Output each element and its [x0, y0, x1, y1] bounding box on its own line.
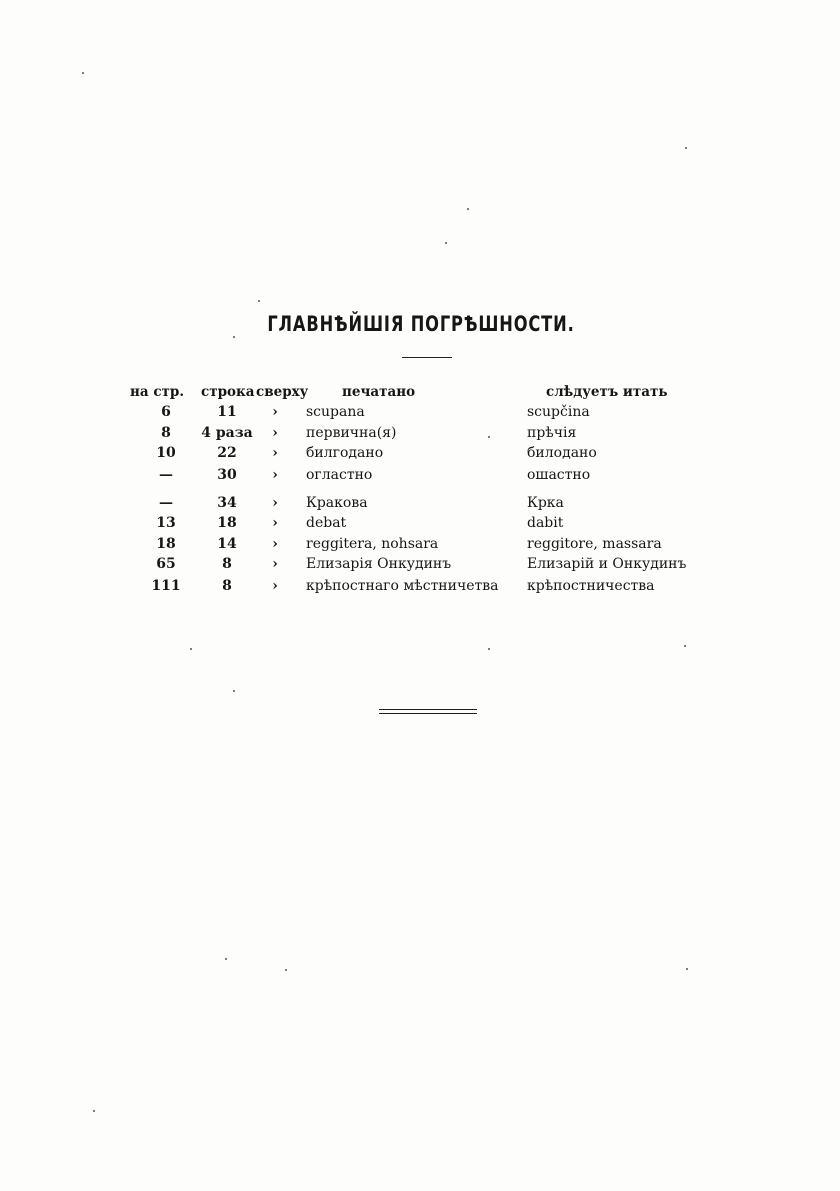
scan-speck: [488, 436, 490, 438]
row-printed: первична(я): [306, 425, 397, 441]
row-line: 18: [217, 515, 237, 531]
row-line: 8: [222, 578, 232, 594]
row-direction: ›: [272, 495, 278, 511]
row-should-read: ошастно: [527, 467, 591, 483]
column-header-should-read: слѣдуетъ итать: [546, 384, 668, 400]
row-printed: Елизарія Онкудинъ: [306, 556, 452, 572]
row-should-read: Крка: [527, 495, 564, 511]
scan-speck: [445, 242, 447, 244]
row-should-read: крѣпостничества: [527, 578, 655, 594]
row-printed: debat: [306, 515, 347, 531]
scan-speck: [225, 958, 227, 960]
scan-speck: [233, 336, 235, 338]
scan-speck: [685, 147, 687, 149]
closing-double-rule: [379, 709, 477, 714]
row-page: 10: [156, 445, 176, 461]
row-page: 8: [161, 425, 171, 441]
scan-speck: [190, 648, 192, 650]
row-page: 13: [156, 515, 176, 531]
row-line: 14: [217, 536, 237, 552]
row-printed: Кракова: [306, 495, 368, 511]
scan-speck: [258, 300, 260, 302]
row-printed: огластно: [306, 467, 373, 483]
row-line: 4 раза: [201, 425, 253, 441]
scan-speck: [686, 968, 688, 970]
row-should-read: прѣчія: [527, 425, 577, 441]
scan-speck: [233, 690, 235, 692]
row-direction: ›: [272, 404, 278, 420]
row-page: 18: [156, 536, 176, 552]
row-page: —: [159, 495, 173, 511]
row-printed: reggitera, nohsara: [306, 536, 439, 552]
row-direction: ›: [272, 536, 278, 552]
row-line: 22: [217, 445, 237, 461]
row-printed: билгодано: [306, 445, 384, 461]
column-header-line: строка: [201, 384, 255, 400]
scan-speck: [488, 648, 490, 650]
row-direction: ›: [272, 578, 278, 594]
scan-speck: [82, 72, 84, 74]
row-direction: ›: [272, 445, 278, 461]
row-line: 8: [222, 556, 232, 572]
column-header-direction: сверху: [256, 384, 309, 400]
row-should-read: reggitore, massara: [527, 536, 662, 552]
row-direction: ›: [272, 515, 278, 531]
row-should-read: dabit: [527, 515, 564, 531]
column-header-page: на стр.: [130, 384, 185, 400]
scan-speck: [93, 1110, 95, 1112]
row-should-read: билодано: [527, 445, 597, 461]
row-page: 111: [151, 578, 181, 594]
row-printed: крѣпостнаго мѣстничетва: [306, 578, 499, 594]
row-should-read: scupčina: [527, 404, 590, 420]
row-line: 11: [217, 404, 237, 420]
row-direction: ›: [272, 425, 278, 441]
scan-speck: [467, 208, 469, 210]
row-page: 65: [156, 556, 176, 572]
column-header-printed: печатано: [342, 384, 416, 400]
row-page: 6: [161, 404, 171, 420]
row-printed: scupana: [306, 404, 365, 420]
scan-speck: [285, 969, 287, 971]
scan-speck: [684, 645, 686, 647]
row-line: 30: [217, 467, 237, 483]
row-direction: ›: [272, 467, 278, 483]
row-line: 34: [217, 495, 237, 511]
row-page: —: [159, 467, 173, 483]
row-direction: ›: [272, 556, 278, 572]
row-should-read: Елизарій и Онкудинъ: [527, 556, 687, 572]
page-title: ГЛАВНѢЙШІЯ ПОГРѢШНОСТИ.: [267, 312, 575, 336]
